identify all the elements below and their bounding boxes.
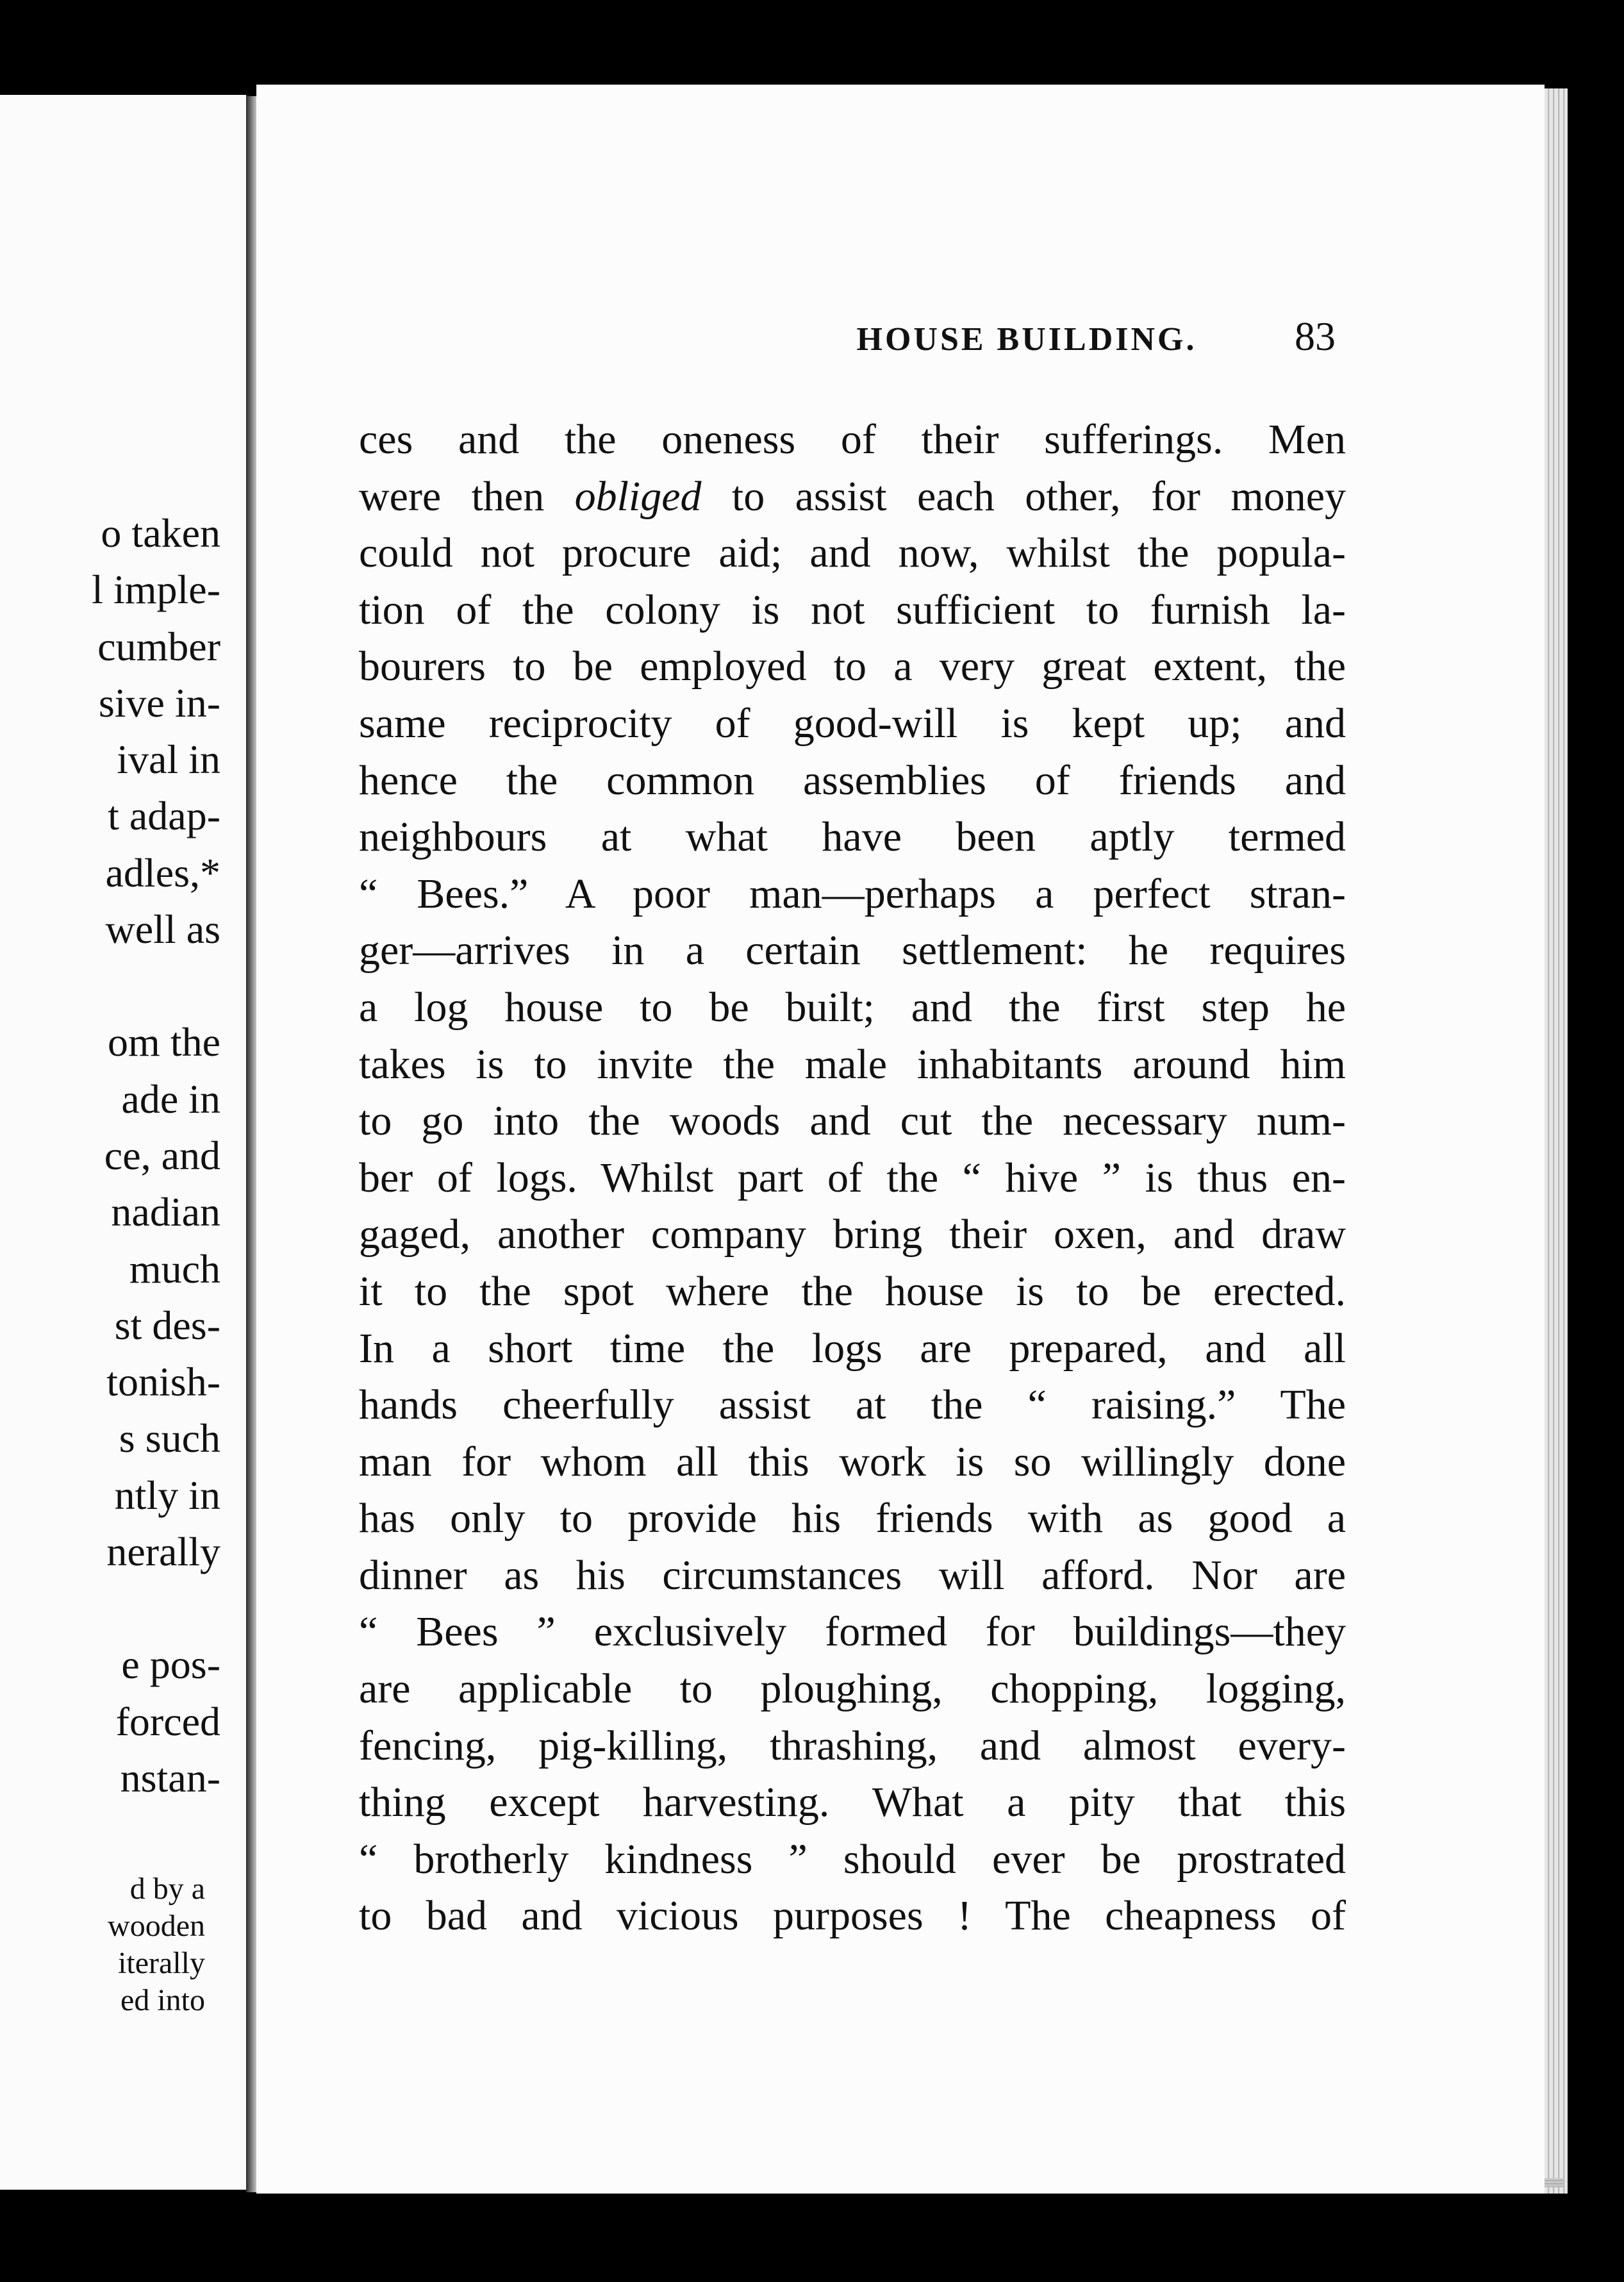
left-body-line: om the — [108, 1019, 220, 1065]
left-body-line: st des- — [114, 1302, 220, 1348]
left-body-line: ade in — [121, 1076, 220, 1122]
text-line: to bad and vicious purposes ! The cheapness of — [359, 1892, 1346, 1940]
text-line: “ Bees.” A poor man—perhaps a perfect stran- — [359, 870, 1346, 917]
text-line: were then obliged to assist each other, for money — [359, 472, 1346, 520]
left-body-line: well as — [105, 906, 220, 953]
text-line: gaged, another company bring their oxen, and draw — [359, 1211, 1346, 1258]
left-body-line: nerally — [106, 1529, 220, 1575]
left-body-line: o taken — [101, 510, 220, 556]
left-body-line: tonish- — [106, 1359, 220, 1405]
left-body-line: t adap- — [108, 793, 220, 839]
left-body-line: ival in — [117, 737, 220, 783]
text-line: dinner as his circumstances will afford. Nor are — [359, 1551, 1346, 1599]
text-line: are applicable to ploughing, chopping, logging, — [359, 1665, 1346, 1713]
left-page-body — [0, 505, 220, 1806]
left-body-line: forced — [115, 1698, 220, 1744]
paragraph-gap — [0, 958, 220, 1014]
text-line: hands cheerfully assist at the “ raising.” The — [359, 1381, 1346, 1429]
body-text — [359, 412, 1346, 1945]
footnote-line: ed into — [120, 1983, 205, 2017]
text-line: hence the common assemblies of friends and — [359, 756, 1346, 804]
left-body-line: sive in- — [98, 679, 220, 726]
text-line: “ brotherly kindness ” should ever be prostrated — [359, 1835, 1346, 1883]
running-head: HOUSE BUILDING. — [856, 321, 1197, 358]
page-edges — [1545, 88, 1568, 2194]
left-body-line: nstan- — [120, 1754, 220, 1801]
text-line: has only to provide his friends with as good a — [359, 1495, 1346, 1542]
text-line: bourers to be employed to a very great extent, the — [359, 643, 1346, 690]
left-body-line: ce, and — [104, 1132, 220, 1178]
left-body-line: much — [129, 1245, 220, 1292]
text-line: ces and the oneness of their sufferings. Men — [359, 416, 1346, 463]
left-body-line: adles,* — [105, 849, 220, 895]
left-body-line: cumber — [97, 623, 220, 669]
text-line: takes is to invite the male inhabitants around him — [359, 1040, 1346, 1088]
text-line: man for whom all this work is so willingly done — [359, 1438, 1346, 1485]
text-line: tion of the colony is not sufficient to furnish la- — [359, 586, 1346, 633]
left-body-line: nadian — [111, 1189, 220, 1235]
text-line: ber of logs. Whilst part of the “ hive ” is thus en- — [359, 1154, 1346, 1201]
footnote-line: d by a — [129, 1872, 205, 1906]
left-page — [0, 95, 249, 2190]
text-line: could not procure aid; and now, whilst the popula- — [359, 529, 1346, 577]
footnote-line: iterally — [118, 1946, 205, 1980]
text-line: neighbours at what have been aptly termed — [359, 813, 1346, 861]
left-body-line: ntly in — [114, 1472, 220, 1518]
text-line: to go into the woods and cut the necessary num- — [359, 1097, 1346, 1145]
text-line: ger—arrives in a certain settlement: he requires — [359, 927, 1346, 974]
emphasis: obliged — [574, 472, 702, 520]
text-line: a log house to be built; and the first step he — [359, 983, 1346, 1031]
left-body-line: l imple- — [92, 567, 220, 613]
left-page-footnote — [0, 1870, 205, 2019]
right-page — [256, 85, 1545, 2194]
text-line: same reciprocity of good-will is kept up; and — [359, 699, 1346, 747]
text-line: In a short time the logs are prepared, and all — [359, 1324, 1346, 1372]
footnote-line: wooden — [108, 1909, 205, 1943]
text-line: fencing, pig-killing, thrashing, and almost every- — [359, 1722, 1346, 1769]
text-line: “ Bees ” exclusively formed for buildings—they — [359, 1608, 1346, 1656]
page-number: 83 — [1295, 313, 1336, 359]
left-body-line: s such — [119, 1415, 220, 1462]
paragraph-gap — [0, 1580, 220, 1637]
left-body-line: e pos- — [121, 1642, 220, 1688]
text-line: it to the spot where the house is to be erected. — [359, 1267, 1346, 1315]
text-line: thing except harvesting. What a pity that this — [359, 1779, 1346, 1826]
